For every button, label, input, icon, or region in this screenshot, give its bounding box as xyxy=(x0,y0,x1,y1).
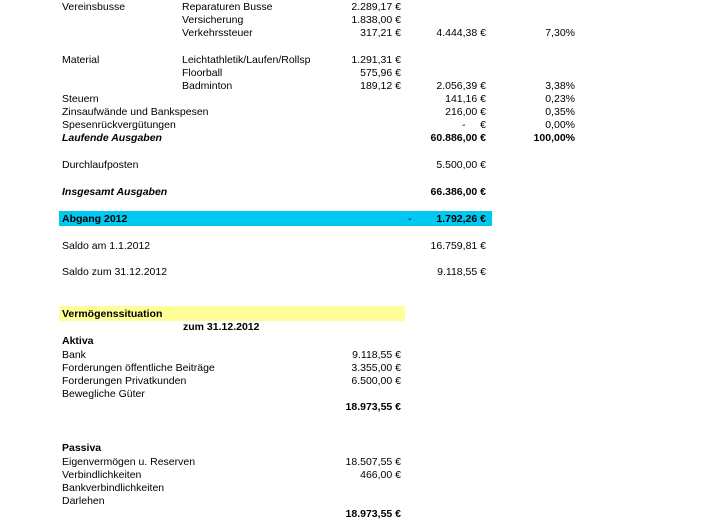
passiva-item-label: Darlehen xyxy=(62,495,105,507)
zins-percent: 0,35% xyxy=(545,106,575,118)
spesen-percent: 0,00% xyxy=(545,119,575,131)
group-percent: 3,38% xyxy=(545,80,575,92)
vermoegen-title: Vermögenssituation xyxy=(62,308,163,320)
abgang-total: 1.792,26 € xyxy=(436,213,486,225)
durchlauf-label: Durchlaufposten xyxy=(62,159,139,171)
aktiva-item-amount: 3.355,00 € xyxy=(351,362,401,374)
laufende-label: Laufende Ausgaben xyxy=(62,132,162,144)
group-total: 2.056,39 € xyxy=(436,80,486,92)
item-amount: 317,21 € xyxy=(360,27,401,39)
item-label: Leichtathletik/Laufen/Rollsp xyxy=(182,54,311,66)
steuern-percent: 0,23% xyxy=(545,93,575,105)
item-label: Badminton xyxy=(182,80,233,92)
item-label: Reparaturen Busse xyxy=(182,1,273,13)
saldo-start-label: Saldo am 1.1.2012 xyxy=(62,240,151,252)
insgesamt-label: Insgesamt Ausgaben xyxy=(62,186,168,198)
spesen-label: Spesenrückvergütungen xyxy=(62,119,176,131)
item-amount: 1.291,31 € xyxy=(351,54,401,66)
saldo-end-label: Saldo zum 31.12.2012 xyxy=(62,266,168,278)
aktiva-item-amount: 9.118,55 € xyxy=(352,349,401,361)
spesen-dash: - xyxy=(462,119,466,131)
item-amount: 2.289,17 € xyxy=(351,1,401,13)
abgang-label: Abgang 2012 xyxy=(62,213,128,225)
group-percent: 7,30% xyxy=(545,27,575,39)
saldo-start-total: 16.759,81 € xyxy=(430,240,486,252)
laufende-total: 60.886,00 € xyxy=(430,132,486,144)
item-amount: 575,96 € xyxy=(360,67,401,79)
zins-label: Zinsaufwände und Bankspesen xyxy=(62,106,209,118)
group-total: 4.444,38 € xyxy=(436,27,486,39)
item-amount: 189,12 € xyxy=(360,80,401,92)
aktiva-item-label: Bank xyxy=(62,349,86,361)
steuern-label: Steuern xyxy=(62,93,99,105)
passiva-item-label: Eigenvermögen u. Reserven xyxy=(62,456,196,468)
laufende-percent: 100,00% xyxy=(533,132,575,144)
item-amount: 1.838,00 € xyxy=(351,14,401,26)
passiva-total: 18.973,55 € xyxy=(345,508,401,520)
steuern-total: 141,16 € xyxy=(445,93,486,105)
zins-total: 216,00 € xyxy=(445,106,486,118)
item-label: Versicherung xyxy=(182,14,244,26)
passiva-item-amount: 18.507,55 € xyxy=(345,456,401,468)
item-label: Floorball xyxy=(182,67,223,79)
vereinsbusse-label: Vereinsbusse xyxy=(62,1,126,13)
item-label: Verkehrssteuer xyxy=(182,27,253,39)
durchlauf-total: 5.500,00 € xyxy=(436,159,486,171)
passiva-item-amount: 466,00 € xyxy=(360,469,401,481)
aktiva-item-label: Forderungen Privatkunden xyxy=(62,375,187,387)
spesen-euro: € xyxy=(480,119,486,131)
passiva-heading: Passiva xyxy=(62,442,102,454)
vermoegen-date: zum 31.12.2012 xyxy=(183,321,260,333)
aktiva-total: 18.973,55 € xyxy=(345,401,401,413)
material-label: Material xyxy=(62,54,100,66)
abgang-dash: - xyxy=(408,213,412,225)
passiva-item-label: Verbindlichkeiten xyxy=(62,469,142,481)
aktiva-item-label: Bewegliche Güter xyxy=(62,388,145,400)
passiva-item-label: Bankverbindlichkeiten xyxy=(62,482,165,494)
aktiva-item-amount: 6.500,00 € xyxy=(351,375,401,387)
saldo-end-total: 9.118,55 € xyxy=(437,266,486,278)
aktiva-heading: Aktiva xyxy=(62,335,94,347)
aktiva-item-label: Forderungen öffentliche Beiträge xyxy=(62,362,215,374)
insgesamt-total: 66.386,00 € xyxy=(430,186,486,198)
